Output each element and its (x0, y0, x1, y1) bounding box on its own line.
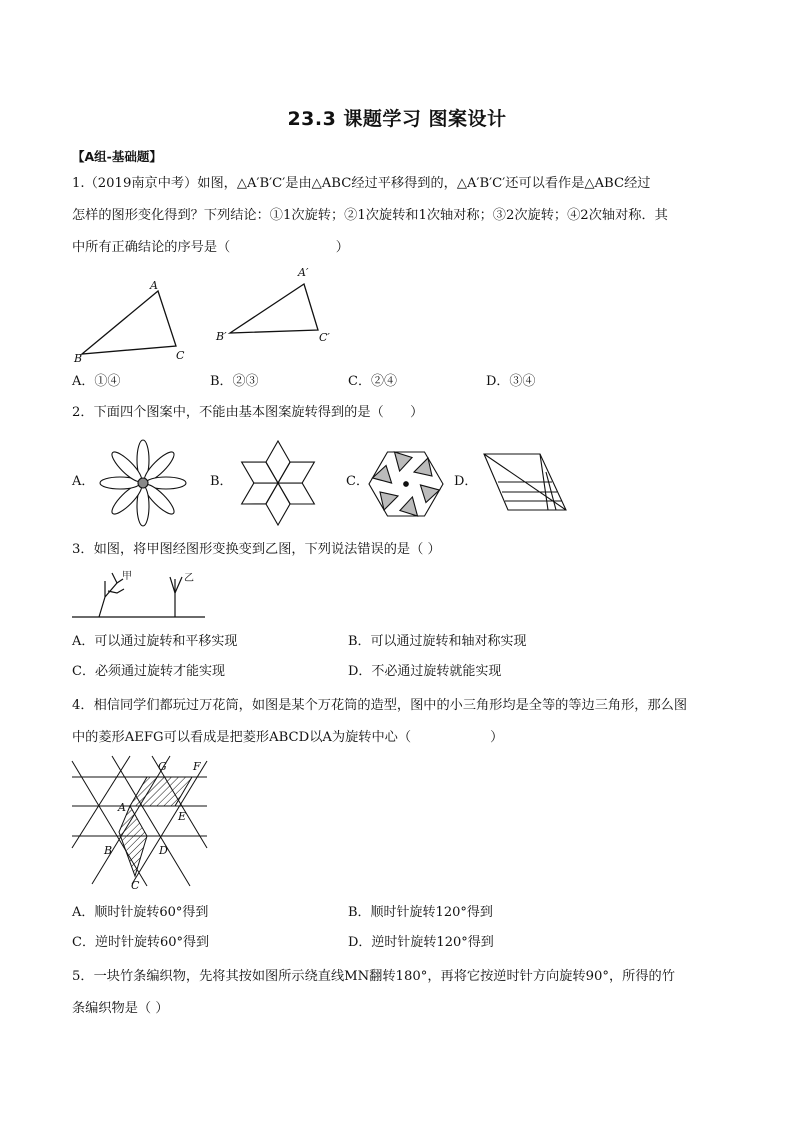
q4-option-c[interactable]: C．逆时针旋转60°得到 (72, 935, 209, 950)
q1-option-d[interactable]: D．③④ (486, 374, 536, 389)
label-d: D (159, 844, 168, 857)
section-heading: 【A组-基础题】 (72, 149, 162, 164)
q1-line1: 1.（2019南京中考）如图，△A′B′C′是由△ABC经过平移得到的，△A′B′C′还可以看作是△ABC经过 (72, 176, 651, 191)
label-b: B (74, 352, 83, 365)
label-jia: 甲 (122, 571, 132, 582)
label-e: E (178, 810, 187, 823)
label-f: F (193, 760, 201, 773)
q5-line1: 5．一块竹条编织物，先将其按如图所示绕直线MN翻转180°，再将它按逆时针方向旋转90°，所得的竹 (72, 969, 675, 984)
q4-option-a[interactable]: A．顺时针旋转60°得到 (72, 905, 209, 920)
q4-line2: 中的菱形AEFG可以看成是把菱形ABCD以A为旋转中心（ ） (72, 730, 504, 745)
q1-line2: 怎样的图形变化得到？下列结论：①1次旋转；②1次旋转和1次轴对称；③2次旋转；④2次轴对称．其 (72, 208, 668, 223)
question-2: 2．下面四个图案中，不能由基本图案旋转得到的是（ ） (72, 405, 424, 420)
label-c-prime: C′ (319, 331, 330, 344)
label-g: G (158, 760, 167, 773)
label-a: A (118, 801, 126, 814)
q3-option-c[interactable]: C．必须通过旋转才能实现 (72, 664, 225, 679)
q3-option-d[interactable]: D．不必通过旋转就能实现 (348, 664, 502, 679)
kaleidoscope-figure (72, 756, 222, 892)
star-figure (230, 438, 326, 528)
q5-line2: 条编织物是（ ） (72, 1001, 169, 1016)
q2-option-b[interactable]: B． (210, 474, 233, 489)
hexagon-pinwheel-figure (364, 444, 448, 524)
page-title: 23.3 课题学习 图案设计 (287, 108, 507, 130)
triangle-abc-prime (230, 284, 318, 333)
q3-option-a[interactable]: A．可以通过旋转和平移实现 (72, 634, 238, 649)
q2-option-d[interactable]: D． (454, 474, 478, 489)
label-c: C (176, 349, 185, 362)
question-1 (72, 168, 724, 264)
label-a-prime: A′ (298, 266, 309, 279)
question-3: 3．如图，将甲图经图形变换变到乙图，下列说法错误的是（ ） (72, 542, 441, 557)
q4-option-d[interactable]: D．逆时针旋转120°得到 (348, 935, 494, 950)
q3-option-b[interactable]: B．可以通过旋转和轴对称实现 (348, 634, 527, 649)
triangle-abc (82, 291, 176, 354)
q2-option-a[interactable]: A． (72, 474, 95, 489)
label-b-prime: B′ (216, 330, 227, 343)
label-a: A (150, 279, 158, 292)
q2-option-c[interactable]: C． (346, 474, 369, 489)
label-b: B (104, 844, 113, 857)
q1-figure (72, 262, 352, 374)
q1-option-a[interactable]: A．①④ (72, 374, 121, 389)
q1-option-c[interactable]: C．②④ (348, 374, 397, 389)
flower-figure (95, 438, 191, 530)
label-c: C (131, 879, 140, 892)
q1-line3: 中所有正确结论的序号是（ ） (72, 240, 349, 255)
q4-option-b[interactable]: B．顺时针旋转120°得到 (348, 905, 493, 920)
q3-figure (72, 569, 212, 621)
q1-option-b[interactable]: B．②③ (210, 374, 259, 389)
label-yi: 乙 (184, 573, 194, 584)
question-4 (72, 690, 724, 754)
parallelogram-figure (482, 452, 572, 514)
question-5 (72, 961, 724, 1025)
q4-line1: 4．相信同学们都玩过万花筒，如图是某个万花筒的造型，图中的小三角形均是全等的等边三角形，那么图 (72, 698, 688, 713)
